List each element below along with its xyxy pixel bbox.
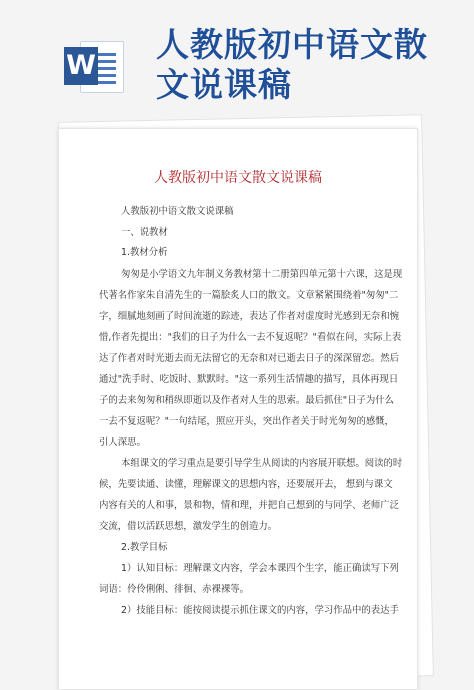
doc-line: 候，先要读通、读懂，理解课文的思想内容，还要展开去， 想到与课文 bbox=[99, 479, 393, 490]
word-icon-line bbox=[98, 67, 116, 70]
word-icon-line bbox=[98, 60, 116, 63]
word-icon-line bbox=[98, 74, 116, 77]
doc-line: 惜,作者先提出："我们的日子为什么一去不复返呢？"看似在问，实际上表 bbox=[99, 332, 402, 343]
doc-line: 一去不复返呢？"一句结尾，照应开头，突出作者关于时光匆匆的感慨， bbox=[99, 416, 394, 427]
doc-line: 2.教学目标 bbox=[121, 542, 168, 553]
doc-line: 达了作者对时光逝去而无法留它的无奈和对已逝去日子的深深留恋。然后 bbox=[99, 353, 400, 364]
banner-title-line2: 文说课稿 bbox=[156, 65, 292, 104]
doc-line: 字，细腻地刻画了时间流逝的踪迹，表达了作者对虚度时光感到无奈和惋 bbox=[99, 311, 400, 322]
banner-title-line1: 人教版初中语文散 bbox=[156, 25, 428, 64]
doc-line: 内容有关的人和事，景和物，情和理，并把自己想到的与同学、老师广泛 bbox=[99, 500, 400, 511]
doc-line: 词语：伶伶俐俐、徘徊、赤裸裸等。 bbox=[99, 584, 250, 595]
word-document-icon bbox=[62, 35, 124, 97]
doc-line: 子的去来匆匆和稍纵即逝以及作者对人生的思索。最后抓住"日子为什么 bbox=[99, 395, 394, 406]
header-banner bbox=[0, 0, 474, 118]
doc-line: 交流，借以活跃思想，激发学生的创造力。 bbox=[99, 521, 278, 532]
doc-line: 代著名作家朱自清先生的一篇脍炙人口的散文。文章紧紧围绕着"匆匆"二 bbox=[99, 290, 399, 301]
word-icon-letter: W bbox=[64, 47, 98, 85]
document-title: 人教版初中语文散文说课稿 bbox=[154, 170, 322, 186]
doc-line: 通过"洗手时、吃饭时、默默时。"这一系列生活情趣的描写，具体再现日 bbox=[99, 374, 399, 385]
doc-line: 1）认知目标：理解课文内容，学会本课四个生字，能正确读写下列 bbox=[121, 563, 399, 574]
doc-line: 一、说教材 bbox=[121, 227, 168, 238]
banner-title bbox=[156, 25, 446, 105]
doc-line: 引人深思。 bbox=[99, 437, 146, 448]
document-page bbox=[58, 128, 418, 690]
word-icon-line bbox=[98, 53, 116, 56]
doc-line: 本组课文的学习重点是要引导学生从阅读的内容展开联想。阅读的时 bbox=[121, 458, 403, 469]
doc-line: 1.教材分析 bbox=[121, 247, 168, 258]
doc-line: 2）技能目标：能按阅读提示抓住课文的内容，学习作品中的表达手 bbox=[121, 605, 399, 616]
doc-line: 匆匆是小学语文九年制义务教材第十二册第四单元第十六课，这是现 bbox=[121, 269, 403, 280]
doc-line: 人教版初中语文散文说课稿 bbox=[121, 206, 234, 217]
word-icon-line bbox=[98, 81, 116, 84]
